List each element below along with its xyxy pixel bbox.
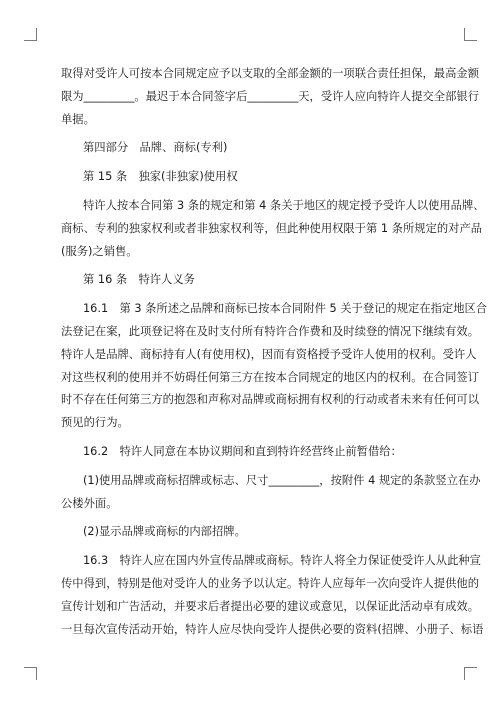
text-line: 公楼外面。 — [61, 496, 118, 510]
text-line: (服务)之销售。 — [61, 244, 138, 258]
paragraph — [61, 63, 479, 131]
text-line: (1)使用品牌或商标招牌或标志、尺寸_________，按附件 4 规定的条款竖立在办 — [83, 473, 481, 487]
crop-mark-bottom-right — [464, 667, 477, 680]
paragraph — [61, 298, 488, 435]
text-line: 限为_________。最迟于本合同签字后_________天，受许人应向特许人提交全部银行 — [61, 89, 479, 103]
paragraph — [61, 195, 485, 263]
crop-mark-top-right — [464, 28, 477, 41]
paragraph — [61, 550, 484, 641]
text-line: 第四部分 品牌、商标(专利) — [83, 141, 228, 155]
crop-mark-bottom-left — [24, 667, 37, 680]
text-line: (2)显示品牌或商标的内部招牌。 — [83, 525, 246, 539]
text-line: 预见的行为。 — [61, 416, 129, 430]
text-line: 第 16 条 特许人义务 — [83, 273, 195, 287]
text-line: 一旦每次宣传活动开始，特许人应尽快向受许人提供必要的资料(招牌、小册子、标语 — [61, 622, 484, 636]
document-body — [61, 63, 488, 647]
crop-mark-top-left — [24, 28, 37, 41]
text-line: 传中得到，特别是他对受许人的业务予以认定。特许人应每年一次向受许人提供他的 — [61, 576, 479, 590]
text-line: 宣传计划和广告活动，并要求后者提出必要的建议或意见，以保证此活动卓有成效。 — [61, 599, 479, 613]
text-line: 特许人按本合同第 3 条的规定和第 4 条关于地区的规定授予受许人以使用品牌、 — [83, 198, 485, 212]
text-line: 第 15 条 独家(非独家)使用权 — [83, 170, 238, 184]
text-line: 法登记在案，此项登记将在及时支付所有特许合作费和及时续登的情况下继续有效。 — [61, 324, 479, 338]
paragraph — [61, 137, 440, 160]
text-line: 取得对受许人可按本合同规定应予以支取的全部金额的一项联合责任担保，最高金额 — [61, 67, 479, 80]
text-line: 对这些权利的使用并不妨碍任何第三方在按本合同规定的地区内的权利。在合同签订 — [61, 370, 479, 384]
paragraph — [61, 441, 440, 464]
paragraph — [61, 269, 440, 292]
text-line: 16.3 特许人应在国内外宣传品牌或商标。特许人将全力保证使受许人从此种宣 — [83, 554, 481, 568]
text-line: 时不存在任何第三方的抱怨和声称对品牌或商标拥有权利的行动或者未来有任何可以 — [61, 393, 479, 407]
paragraph — [61, 470, 481, 516]
paragraph — [61, 166, 440, 189]
text-line: 16.1 第 3 条所述之品牌和商标已按本合同附件 5 关于登记的规定在指定地区合 — [83, 302, 488, 316]
text-line: 16.2 特许人同意在本协议期间和直到特许经营终止前暂借给： — [83, 444, 402, 458]
paragraph — [61, 521, 440, 544]
text-line: 单据。 — [61, 112, 95, 126]
text-line: 特许人是品牌、商标持有人(有使用权)，因而有资格授予受许人使用的权利。受许人 — [61, 347, 477, 361]
text-line: 商标、专利的独家权利或者非独家权利等，但此种使用权限于第 1 条所规定的对产品 — [61, 221, 483, 235]
